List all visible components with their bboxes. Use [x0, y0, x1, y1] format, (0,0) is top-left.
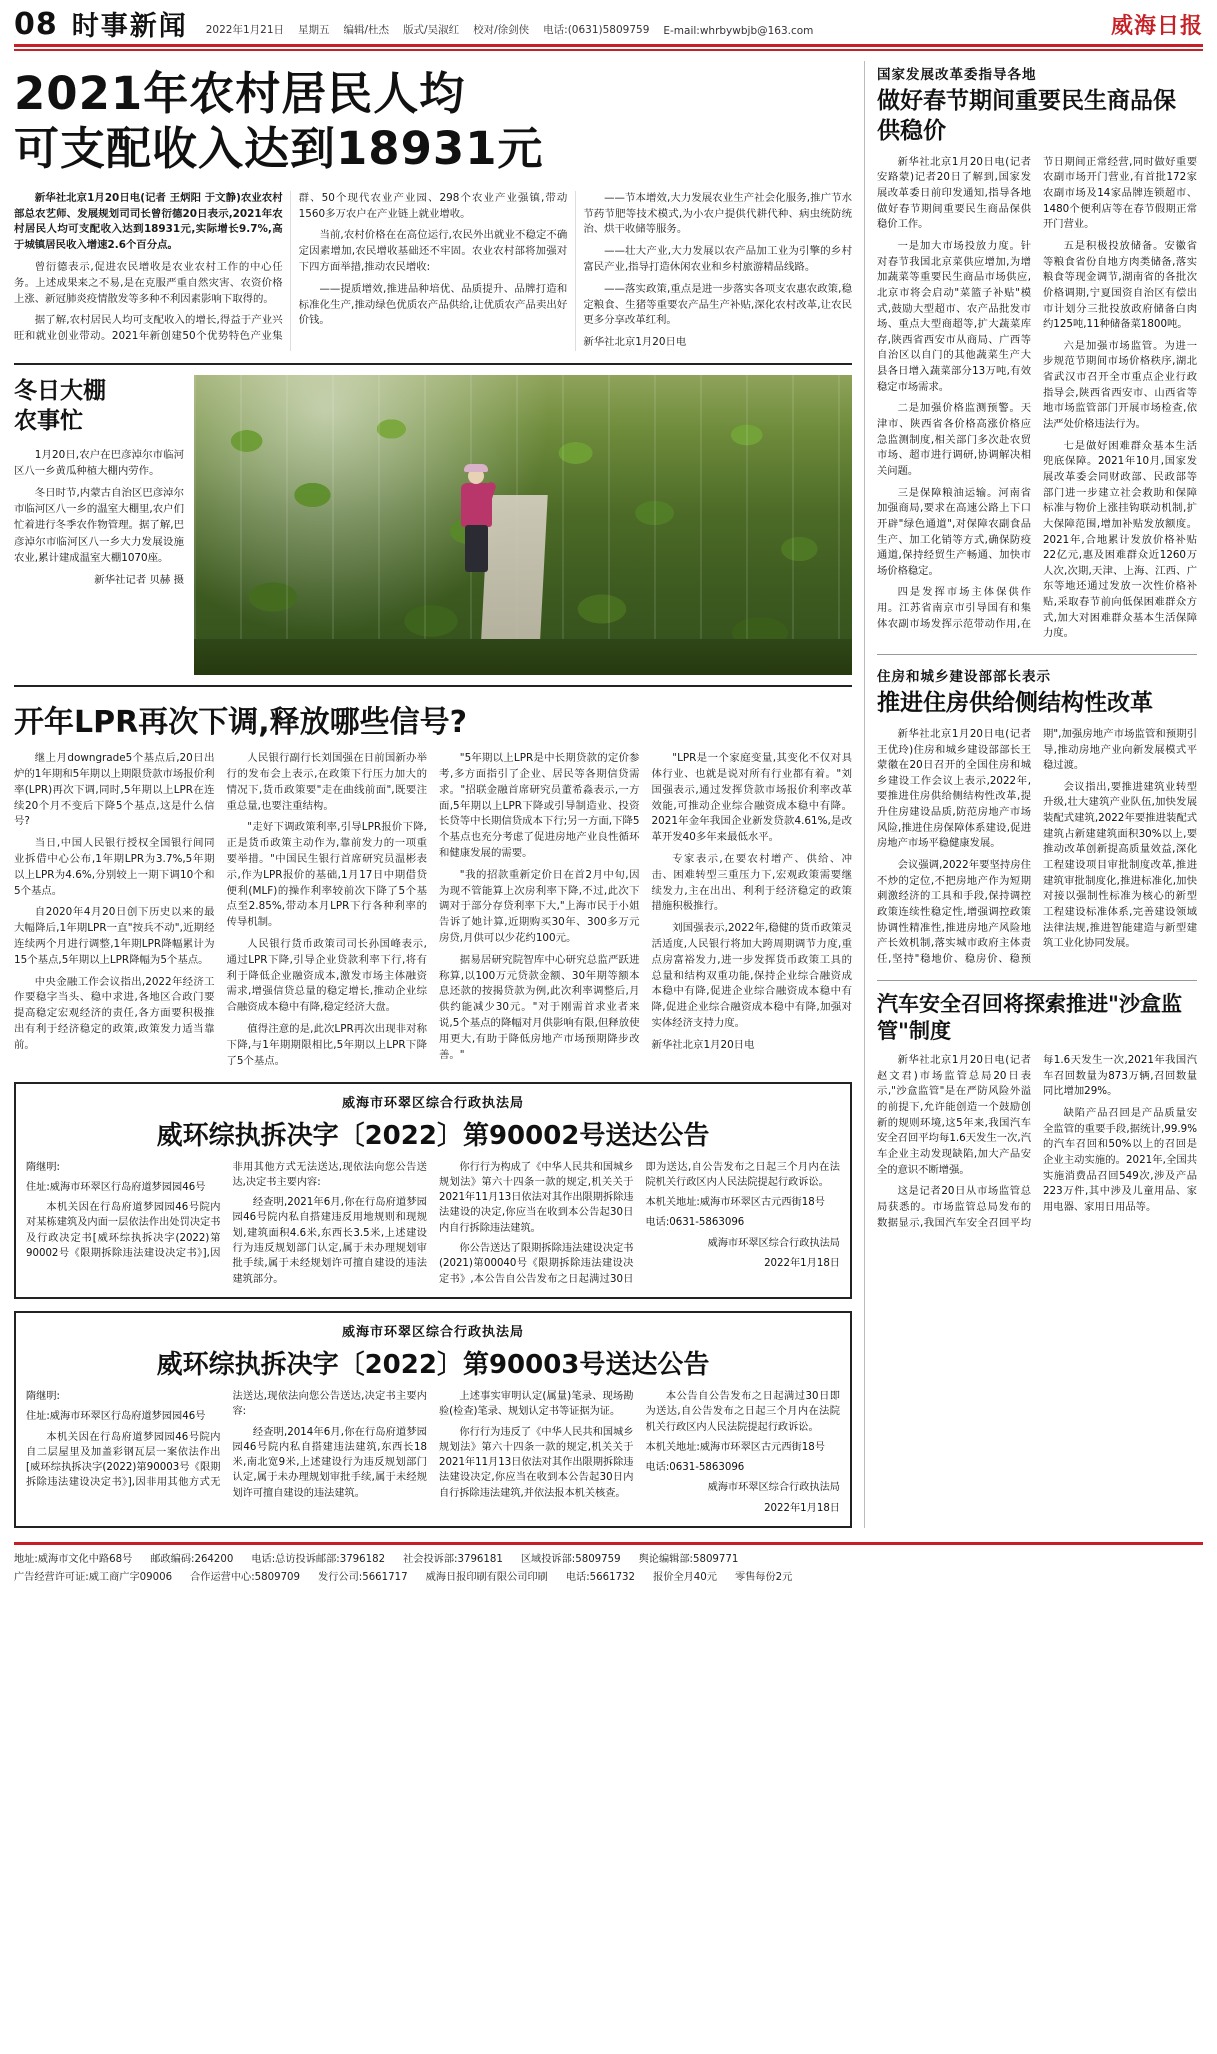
paragraph: 新华社北京1月20日电(记者 赵文君)市场监管总局20日表示,"沙盒监管"是在严防风险外溢的前提下,允许能创造一个鼓励创新的规则环境,这5年来,我国汽车安全召回平均每1.6天发生一次,汽车企业主动发现缺陷,加大产品安全的意识不断增强。	[877, 1054, 1031, 1176]
paragraph: 值得注意的是,此次LPR再次出现非对称下降,与1年期期限相比,5年期以上LPR下降了5个基点。	[226, 1023, 427, 1067]
footer-single-price: 零售每份2元	[734, 1571, 793, 1583]
paragraph: 经查明,2021年6月,你在行岛府道梦园园46号院内私自搭建违反用地规则和现规划,建筑面积4.6米,东西长3.5米,上述建设行为违反规划部门认定,属于未办理规划审批手续,属于未经规划许可擅自建设的违法建筑部分。	[232, 1197, 427, 1285]
masthead-meta	[206, 22, 1111, 40]
photo-feature	[14, 363, 852, 687]
paragraph: 专家表示,在要农村增产、供给、冲击、困难转型三重压力下,宏观政策需要继续发力,主在出出、利利于经济稳定的政策措施积极推行。	[651, 852, 852, 913]
lead-headline-line1: 2021年农村居民人均	[14, 67, 466, 120]
farmer-figure	[454, 468, 500, 572]
paragraph: 当前,农村价格在在高位运行,农民外出就业不稳定不确定因素增加,农民增收基础还不牢固。农业农村部将加强对下四方面举措,推动农民增收:	[298, 229, 568, 274]
right-column	[864, 61, 1197, 1528]
legal-notice-90003	[14, 1311, 852, 1528]
article-credit: 新华社北京1月20日电	[651, 1038, 755, 1051]
masthead-layout: 版式/吴淑红	[403, 24, 460, 36]
right-article-auto-recall	[877, 991, 1197, 1232]
notice-date: 2022年1月18日	[764, 1502, 840, 1514]
paragraph: 刘国强表示,2022年,稳健的货币政策灵活适度,人民银行将加大跨周期调节力度,重点房富裕发力,进一步发挥货币政策工具的总量和结构双重功能,保持企业综合融资成本稳中有降,促进企业综合融资成本稳中有降,促进企业综合融资成本稳中有降,加强对实体经济支持力度。	[651, 922, 852, 1030]
paragraph: ——壮大产业,大力发展以农产品加工业为引擎的乡村富民产业,指导打造休闲农业和乡村旅游精品线路。	[583, 245, 852, 274]
paragraph: 新华社北京1月20日电(记者 安路蒙)记者20日了解到,国家发展改革委日前印发通知,指导各地做好春节期间重要民生商品保供稳价工作。	[877, 155, 1031, 231]
paragraph: 1月20日,农户在巴彦淖尔市临河区八一乡黄瓜种植大棚内劳作。	[14, 448, 184, 477]
lead-headline-line2: 可支配收入达到18931元	[14, 121, 544, 175]
photo-credit: 新华社记者 贝赫 摄	[94, 573, 184, 586]
footer-phone-social: 社会投诉部:3796181	[403, 1553, 503, 1565]
paragraph: 五是积极投放储备。安徽省等粮食省份自地方肉类储备,落实粮食等现金调节,湖南省的各批次价格调期,宁夏国资自治区有偿出市计划分三批投放政府储备白肉约125吨,11种储备菜1800吨。	[1043, 239, 1197, 331]
paragraph: "LPR是一个家庭变量,其变化不仅对具体行业、也就是说对所有行业都有着。"刘国强表示,通过发挥贷款市场报价利率改革效能,可推动企业综合融资成本稳中有降。2021年金年我国企业新发贷款4.61%,是改革开发40多年来最低水平。	[651, 752, 852, 844]
paragraph: 缺陷产品召回是产品质量安全监管的重要手段,据统计,99.9%的汽车召回和50%以上的召回是企业主动实施的。2021年,全国共实施消费品召回549次,涉及产品223万件,其中涉及儿童用品、家用电器、家用日用品等。	[1043, 1107, 1197, 1213]
newspaper-brand: 威海日报	[1110, 14, 1203, 39]
notice-body	[26, 1389, 840, 1516]
footer-printer-phone: 电话:5661732	[565, 1571, 636, 1583]
notice-title: 威环综执拆决字〔2022〕第90002号送达公告	[156, 1120, 710, 1151]
paragraph: 你行行为构成了《中华人民共和国城乡规划法》第六十四条一款的规定,机关关于2021年11月13日依法对其作出限期拆除违法建设的决定,你应当在收到本公告起30日内自行拆除违法建筑。	[439, 1161, 634, 1234]
paragraph: 曾衍德表示,促进农民增收是农业农村工作的中心任务。上述成果来之不易,是在克服严重自然灾害、农资价格上涨、新冠肺炎疫情散发等多种不利因素影响下取得的。	[14, 261, 283, 305]
article-headline: 汽车安全召回将探索推进"沙盒监管"制度	[877, 991, 1182, 1043]
notice-org: 威海市环翠区综合行政执法局	[341, 1095, 524, 1111]
paragraph: ——节本增效,大力发展农业生产社会化服务,推广节水节药节肥等技术模式,为小农户提供代耕代种、病虫统防统治、烘干收储等服务。	[583, 191, 852, 236]
left-column	[14, 61, 852, 1528]
footer-address: 地址:威海市文化中路68号	[14, 1553, 133, 1565]
photo-caption	[14, 375, 184, 675]
notice-phone: 电话:0631-5863096	[645, 1217, 745, 1229]
masthead-date: 2022年1月21日	[205, 24, 285, 36]
masthead-weekday: 星期五	[298, 24, 330, 36]
notice-org: 威海市环翠区综合行政执法局	[341, 1324, 524, 1340]
paragraph: 上述事实审明认定(属量)笔录、现场勘验(检查)笔录、规划认定书等证据为证。	[439, 1390, 634, 1418]
footer-ad-license: 广告经营许可证:威工商广字09006	[14, 1571, 173, 1583]
soil-layer	[194, 639, 852, 675]
article-kicker: 住房和城乡建设部部长表示	[877, 669, 1051, 685]
paragraph: 四是发挥市场主体保供作用。江苏省南京市引导国有和集体农副市场发挥示范带动作用,在节日期间正常经营,同时做好重要农副市场开门营业,有首批172家农副市场及14家品牌连锁超市、1480个便利店等在春节假期正常开门营业。	[877, 155, 1197, 630]
paragraph: 本机关因在行岛府道梦园园46号院内自二层屋里及加盖彩钢瓦层一案依法作出[威环综执拆决字(2022)第90003号《限期拆除违法建设决定书》],因非用其他方式无法送达,现依法向您公告送达,决定书主要内容:	[26, 1390, 427, 1489]
notice-body	[26, 1160, 840, 1287]
footer-postcode: 邮政编码:264200	[150, 1553, 234, 1565]
paragraph: ——落实政策,重点是进一步落实各项支农惠农政策,稳定粮食、生猪等重要农产品生产补贴,深化农村改革,让农民更多分享改革红利。	[583, 282, 852, 327]
photo-caption-title	[14, 377, 184, 437]
footer-printer: 威海日报印刷有限公司印刷	[425, 1571, 548, 1583]
photo-title-line2: 农事忙	[14, 407, 83, 434]
farmer-torso	[461, 483, 492, 527]
paragraph: 六是加强市场监管。为进一步规范节期间市场价格秩序,湖北省武汉市召开全市重点企业行政指导会,陕西省西安市、山西省等地市场监管部门开展市场检查,依法严处价格违法行为。	[1043, 339, 1197, 431]
lpr-headline: 开年LPR再次下调,释放哪些信号?	[14, 705, 468, 741]
paragraph: 新华社北京1月20日电(记者 王优玲)住房和城乡建设部部长王蒙徽在20日召开的全国住房和城乡建设工作会议上表示,2022年,要推进住房供给侧结构性改革,提升住房建设品质,防范房地产市场风险,推进住房保障体系建设,促进房地产市场平稳健康发展。	[877, 727, 1031, 850]
paragraph: 人民银行货币政策司司长孙国峰表示,通过LPR下降,引导企业贷款利率下行,将有利于降低企业融资成本,激发市场主体融资需求,增强信贷总量的稳定增长,推动企业综合融资成本稳中有降,稳定经济大盘。	[226, 938, 427, 1014]
paragraph: 二是加强价格监测预警。天津市、陕西省各价格高涨价格应急监测制度,相关部门多次赴农贸市场、超市进行调研,协调解决相关问题。	[877, 402, 1031, 477]
photo-title-line1: 冬日大棚	[14, 378, 106, 405]
lead-headline	[14, 67, 852, 177]
lpr-article-body	[14, 751, 852, 1069]
paragraph: 住址:威海市环翠区行岛府道梦园园46号	[26, 1411, 206, 1423]
paragraph: 据了解,农村居民人均可支配收入的增长,得益于产业兴旺和就业创业带动。2021年新创建50个优势特色产业集群、50个现代农业产业园、298个农业产业强镇,带动1560多万农户在产业链上就业增收。	[14, 191, 568, 343]
notice-title: 威环综执拆决字〔2022〕第90003号送达公告	[156, 1349, 710, 1380]
right-article-prices	[877, 63, 1197, 642]
paragraph: 隋继明:	[26, 1390, 60, 1402]
paragraph: 一是加大市场投放力度。针对春节我国北京菜供应增加,为增加蔬菜等重要民生商品市场供应,北京市将会启动"菜篮子补贴"模式,鼓励大型超市、农产品批发市场、重点大型商超等,扩大蔬菜库存,陕西省西安市从商局、广西等自治区以自门的其他蔬菜生产大县各日增入蔬菜部分13万吨,有效稳定市场需求。	[877, 239, 1031, 393]
paragraph: 隋继明:	[26, 1161, 60, 1173]
paragraph: "走好下调政策利率,引导LPR报价下降,正是货币政策主动作为,靠前发力的一项重要举措。"中国民生银行首席研究员温彬表示,作为LPR报价的基础,1月17日中期借贷便利(MLF)的操作利率较前次下降了5个基点至2.85%,带动本月LPR下行各种利率的传导机制。	[226, 821, 427, 929]
paragraph: 自2020年4月20日创下历史以来的最大幅降后,1年期LPR一直"按兵不动",近期经连续两个月进行调整,1年期LPR降幅累计为15个基点,5年期以上LPR降幅为5个基点。	[14, 906, 215, 966]
paragraph: 继上月downgrade5个基点后,20日出炉的1年期和5年期以上期限贷款市场报价利率(LPR)再次下调,同时,5年期以上LPR在连续20个月不变后下降5个基点,这是什么信号?	[14, 752, 215, 828]
paragraph: ——提质增效,推进品种培优、品质提升、品牌打造和标准化生产,推动绿色优质农产品供给,让优质农产品卖出好价钱。	[298, 282, 568, 327]
article-body	[877, 1053, 1197, 1231]
divider	[877, 980, 1197, 981]
article-kicker: 国家发展改革委指导各地	[877, 67, 1037, 83]
article-credit: 新华社北京1月20日电	[583, 336, 687, 349]
footer-monthly-price: 报价全月40元	[653, 1571, 717, 1583]
footer-distribution: 发行公司:5661717	[318, 1571, 408, 1583]
section-title: 时事新闻	[71, 11, 188, 42]
page-footer	[14, 1542, 1203, 1591]
footer-coop-center: 合作运营中心:5809709	[190, 1571, 301, 1583]
right-article-housing	[877, 665, 1197, 968]
masthead-phone: 电话:(0631)5809759	[543, 24, 650, 36]
masthead-proofreader: 校对/徐剑侠	[473, 24, 530, 36]
footer-row-contact	[14, 1550, 1203, 1565]
farmer-hat	[464, 464, 488, 472]
masthead-editor: 编辑/杜杰	[343, 24, 390, 36]
paragraph: 会议强调,2022年要坚持房住不炒的定位,不把房地产作为短期刺激经济的工具和手段,保持调控政策连续性稳定性,增强调控政策协调性精准性,推进房地产风险地产长效机制,落实城市政府主体责任,坚持"稳地价、稳房价、稳预期",加强房地产市场监管和预期引导,推动房地产业向新发展模式平稳过渡。	[877, 727, 1197, 965]
paragraph: 据易居研究院智库中心研究总监严跃进称算,以100万元贷款金额、30年期等额本息还款的按揭贷款为例,此次利率调整后,月供约能减少30元。"对于刚需首求业者来说,5个基点的降幅对月供影响有限,但释放使用更大,有助于降低房地产市场预期降步改善。"	[439, 953, 640, 1061]
notice-issuer: 威海市环翠区综合行政执法局	[707, 1237, 840, 1249]
notice-address: 本机关地址:威海市环翠区古元西街18号	[645, 1441, 825, 1453]
masthead-email: E-mail:whrbywbjb@163.com	[663, 25, 814, 37]
paragraph: "我的招款重新定价日在首2月中旬,因为现不管能算上次房利率下降,不过,此次下调对于部分存贷利率下大,"上海市民于小姐告诉了她计算,近期购买30年、300多万元房贷,月供可以少花约100元。	[439, 868, 640, 945]
notice-address: 本机关地址:威海市环翠区古元西街18号	[645, 1197, 825, 1209]
footer-phone-region: 区域投诉部:5809759	[520, 1553, 621, 1565]
masthead-rule	[14, 49, 1203, 51]
paragraph: 新华社北京1月20日电(记者 王炳阳 于文静)农业农村部总农艺师、发展规划司司长曾衍德20日表示,2021年农村居民人均可支配收入达到18931元,实际增长9.7%,高于城镇居民收入增速2.6个百分点。	[14, 191, 283, 252]
divider	[877, 654, 1197, 655]
notice-issuer: 威海市环翠区综合行政执法局	[707, 1482, 840, 1494]
article-body	[877, 727, 1197, 968]
footer-row-business	[14, 1568, 1203, 1583]
lead-article-body	[14, 191, 852, 351]
article-body	[877, 155, 1197, 642]
notice-phone: 电话:0631-5863096	[645, 1462, 745, 1474]
paragraph: 七是做好困难群众基本生活兜底保障。2021年10月,国家发展改革委会同财政部、民政部等部门进一步建立社会救助和保障标准与物价上涨挂钩联动机制,扩大保障范围,增加补贴发放额度。2021年,合地累计发放价格补贴22亿元,惠及困难群众近1260万人次,次期,天津、上海、江西、广东等地还通过发放一次性价格补贴,采取春节前向低保困难群众方式,加大对困难群众基本生活保障力度。	[1043, 439, 1197, 640]
paragraph: 本机关因在行岛府道梦园园46号院内对某栋建筑及内面一层依法作出处罚决定书及行政决定书[威环综执拆决字(2022)第90002号《限期拆除违法建设决定书》],因非用其他方式无法送达,现依法向您公告送达,决定书主要内容:	[26, 1161, 427, 1260]
paragraph: 你行行为违反了《中华人民共和国城乡规划法》第六十四条一款的规定,机关关于2021年11月13日依法对其作出限期拆除违法建设决定,你应当在收到本公告起30日内自行拆除违法建筑,并依法报本机关核查。	[439, 1426, 634, 1499]
paragraph: 本公告自公告发布之日起满过30日即为送达,自公告发布之日起三个月内在法院机关行政区内人民法院提起行政诉讼。	[645, 1390, 840, 1433]
paragraph: 三是保障粮油运输。河南省加强商局,要求在高速公路上下口开辟"绿色通道",对保障农副食品生产、加工化销等方式,确保防疫通道,保持经贸生产畅通、加快市场价格稳定。	[877, 486, 1031, 577]
paragraph: 中央金融工作会议指出,2022年经济工作要稳字当头、稳中求进,各地区合政门要提高稳定宏观经济的责任,各方面要积极推出有利于经济稳定的政策,政策发力适当靠前。	[14, 975, 215, 1051]
paragraph: "5年期以上LPR是中长期贷款的定价参考,多方面指引了企业、居民等各期信贷需求。"招联金融首席研究员董希淼表示,一方面,5年期以上LPR下降或引导制造业、投资长贷等中长期信贷成本下行;另一方面,下降5个基点也充分考虑了促进房地产业良性循环和健康发展的需要。	[439, 752, 640, 859]
farmer-legs	[465, 525, 488, 572]
paragraph: 你公告送达了限期拆除违法建设决定书(2021)第00040号《限期拆除违法建设决定书》,本公告自公告发布之日起满过30日即为送达,自公告发布之日起三个月内在法院机关行政区内人民法院提起行政诉讼。	[439, 1161, 840, 1285]
paragraph: 人民银行副行长刘国强在日前国新办举行的发布会上表示,在政策下行压力加大的情况下,货币政策要"走在曲线前面",既要注重总量,也要注重结构。	[226, 752, 427, 812]
paragraph: 经查明,2014年6月,你在行岛府道梦园园46号院内私自搭建违法建筑,东西长18米,南北宽9米,上述建设行为违反规划部门认定,属于未办理规划审批手续,属于未经规划许可擅自建设的违法建筑。	[232, 1426, 427, 1499]
paragraph: 冬日时节,内蒙古自治区巴彦淖尔市临河区八一乡的温室大棚里,农户们忙着进行冬季农作物管理。据了解,巴彦淖尔市临河区八一乡大力发展设施农业,累计建成温室大棚1070座。	[14, 487, 184, 564]
footer-phone-main: 电话:总访投诉邮部:3796182	[251, 1553, 386, 1565]
article-headline: 做好春节期间重要民生商品保供稳价	[877, 88, 1176, 144]
page-number: 08	[14, 7, 58, 42]
footer-phone-editorial: 舆论编辑部:5809771	[638, 1553, 739, 1565]
notice-date: 2022年1月18日	[764, 1258, 840, 1270]
masthead	[14, 7, 1203, 47]
legal-notice-90002	[14, 1082, 852, 1299]
paragraph: 这是记者20日从市场监管总局获悉的。市场监管总局发布的数据显示,我国汽车安全召回平均每1.6天发生一次,2021年我国汽车召回数量为873万辆,召回数量同比增加29%。	[877, 1054, 1197, 1229]
paragraph: 住址:威海市环翠区行岛府道梦园园46号	[26, 1181, 206, 1193]
paragraph: 当日,中国人民银行授权全国银行间同业拆借中心公布,1年期LPR为3.7%,5年期以上LPR为4.6%,分别较上一期下调10个和5个基点。	[14, 837, 215, 897]
paragraph: 会议指出,要推进建筑业转型升级,壮大建筑产业队伍,加快发展装配式建筑,2022年要推进装配式建筑占新建建筑面积30%以上,要推动改革创新提高质量效益,深化工程建设项目审批制度改革,推进建筑审批制度化,推进标准化,加快对接以强制性标准为核心的新型工程建设标准体系,完善建设领域法律法规,推进智能建造与新型建筑工业化协同发展。	[1043, 780, 1197, 950]
greenhouse-cucumber-farming-photo	[194, 375, 852, 675]
article-headline: 推进住房供给侧结构性改革	[877, 690, 1153, 716]
